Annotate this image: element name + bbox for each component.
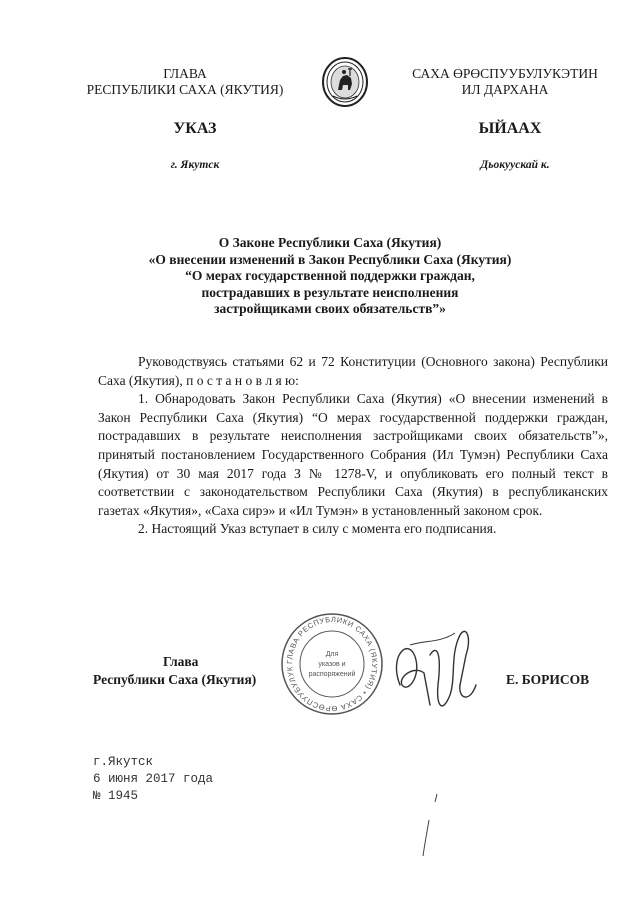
decree-body [98, 353, 608, 539]
city-yakut: Дьокуускай к. [480, 159, 550, 171]
pen-mark [415, 790, 445, 860]
stamp-center-text: Для [325, 651, 339, 658]
issuer-title-russian: ГЛАВА [163, 66, 207, 81]
signatory-position [93, 653, 293, 689]
doc-type-yakut: ЫЙААХ [478, 120, 542, 137]
stamp-ring-text: ГЛАВА РЕСПУБЛИКИ САХА (ЯКУТИЯ) • САХА ӨРӨСПУУБУЛУК [284, 614, 380, 714]
issuer-title-yakut: ИЛ ДАРХАНА [461, 82, 549, 97]
decree-title-line: О Законе Республики Саха (Якутия) [218, 235, 442, 250]
handwritten-signature [380, 615, 490, 730]
decree-title-line: «О внесении изменений в Закон Республики Саха (Якутия) [148, 251, 512, 267]
signatory-name: Е. БОРИСОВ [506, 672, 590, 687]
decree-title-line: пострадавших в результате неисполнения [201, 284, 459, 300]
issuer-republic-yakut: САХА ӨРӨСПУУБУЛУКЭТИН [412, 66, 598, 81]
coat-of-arms-icon [321, 56, 369, 108]
city-russian: г. Якутск [170, 159, 220, 171]
registration-info [93, 754, 213, 805]
signatory-position-line: Глава [163, 654, 199, 669]
issuer-republic-russian: РЕСПУБЛИКИ САХА (ЯКУТИЯ) [86, 82, 284, 97]
registration-date: 6 июня 2017 года [93, 772, 214, 786]
stamp-center-text: указов и [318, 661, 346, 668]
registration-number: № 1945 [93, 789, 139, 803]
registration-city: г.Якутск [93, 755, 154, 769]
doc-type-russian: УКАЗ [173, 120, 217, 137]
signatory-position-line: Республики Саха (Якутия) [93, 672, 257, 687]
decree-intro: Руководствуясь статьями 62 и 72 Конституции (Основного закона) Республики Саха (Якутия), п о с т а н о в л я ю: [98, 354, 608, 388]
issuer-block-yakut [380, 66, 630, 98]
decree-item-2: 2. Настоящий Указ вступает в силу с момента его подписания. [138, 521, 497, 537]
decree-item-1: 1. Обнародовать Закон Республики Саха (Якутия) «О внесении изменений в Закон Республики Саха (Якутия) “О мерах государственной поддержки граждан, пострадавших в результате неисполнения застройщиками своих обязательств”», принятый постановлением Государственного Собрания (Ил Тумэн) Республики Саха (Якутия) от 30 мая 2017 года З № 1278-V, и опубликовать его полный текст в соответствии с законодательством Республики Саха (Якутия) в республиканских газетах «Якутия», «Саха сирэ» и «Ил Тумэн» в установленный законом срок. [98, 391, 608, 518]
decree-title-line: застройщиками своих обязательств”» [214, 301, 446, 316]
issuer-block-russian [70, 66, 300, 98]
stamp-center-text: распоряжений [308, 671, 356, 678]
decree-title-line: “О мерах государственной поддержки граждан, [185, 268, 475, 283]
decree-title [110, 235, 550, 318]
